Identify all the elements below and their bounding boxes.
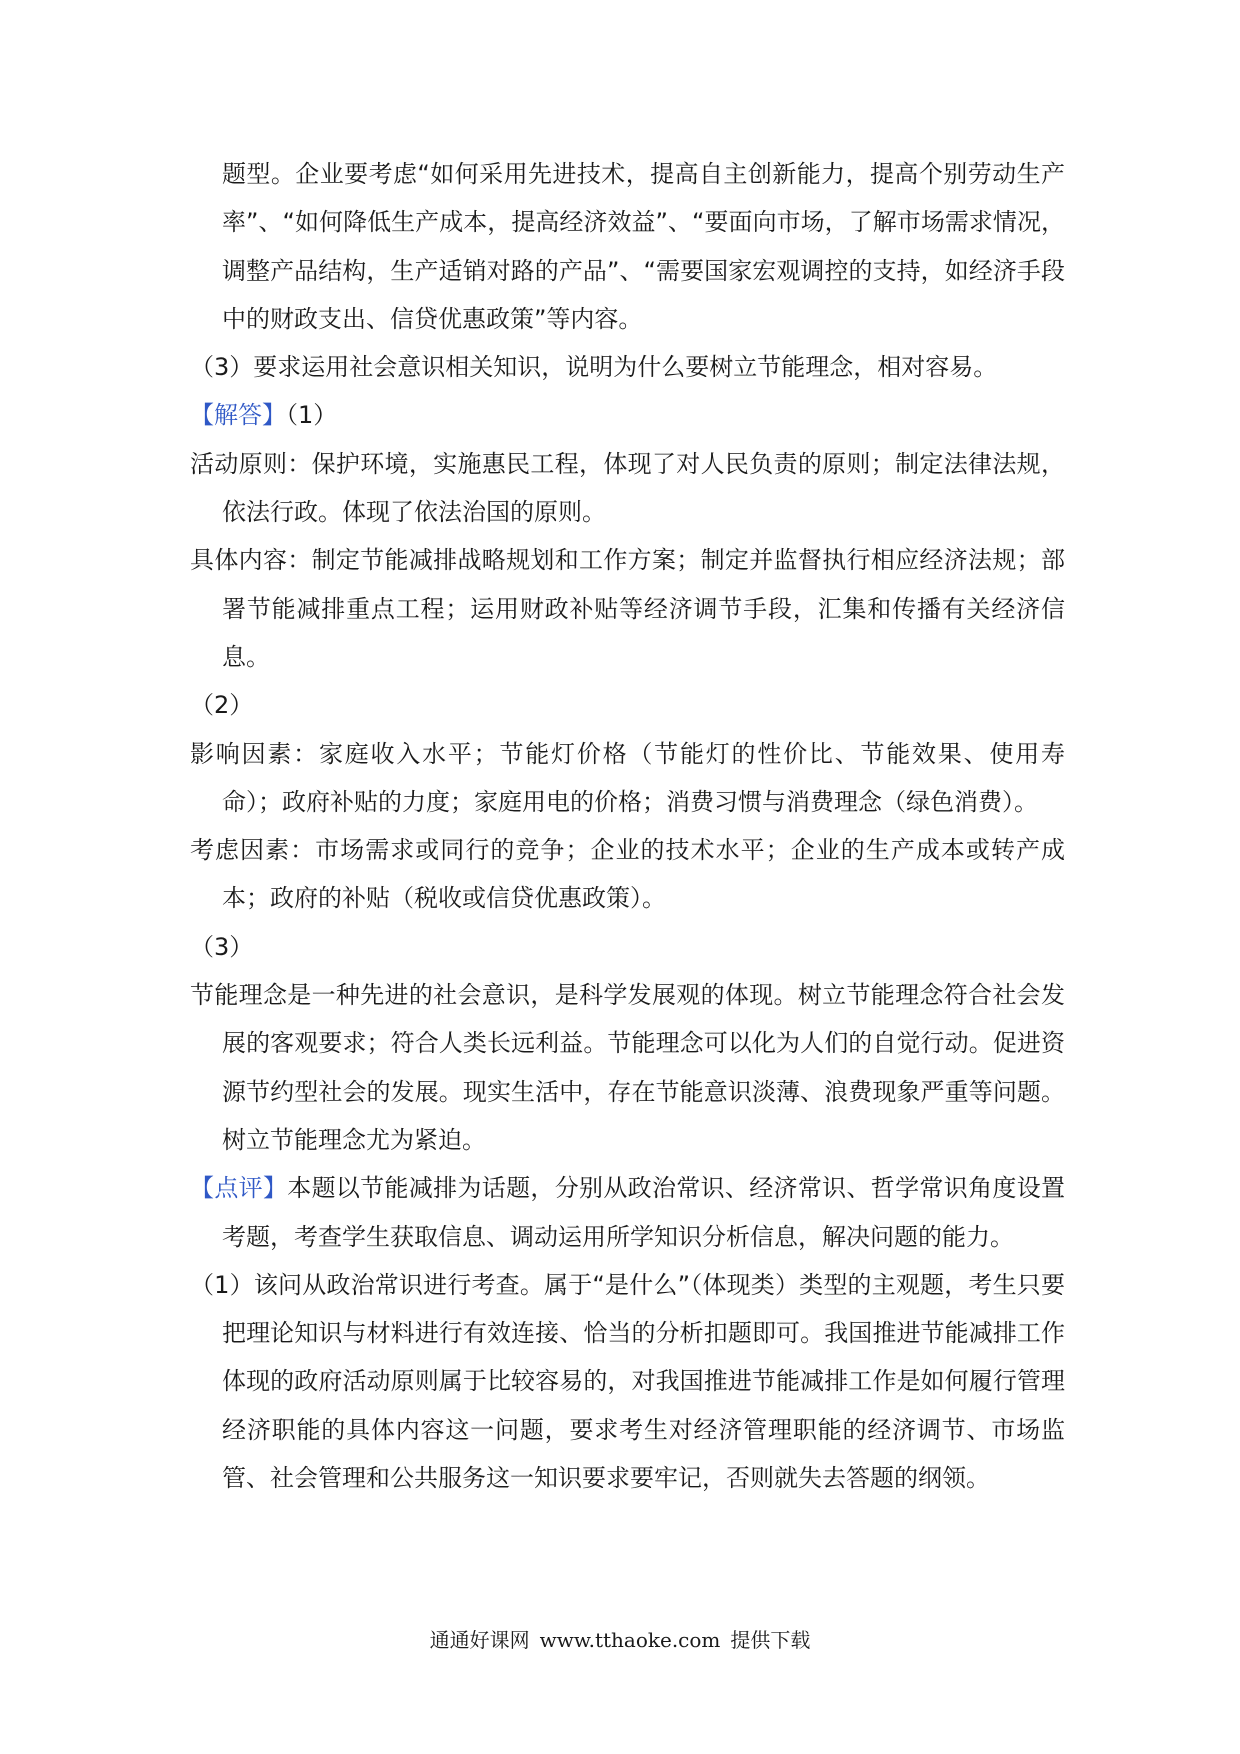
answer-tag: 【解答】 bbox=[190, 401, 286, 430]
document-body bbox=[190, 150, 1065, 1502]
paragraph-answer-heading bbox=[190, 391, 1065, 439]
footer-site-name: 通通好课网 bbox=[429, 1628, 530, 1652]
answer-part-1-label: （1） bbox=[286, 401, 338, 430]
paragraph-q3-hint: （3）要求运用社会意识相关知识，说明为什么要树立节能理念，相对容易。 bbox=[190, 353, 998, 382]
paragraph-energy-saving-concept: 节能理念是一种先进的社会意识，是科学发展观的体现。树立节能理念符合社会发展的客观要求；符合人类长远利益。节能理念可以化为人们的自觉行动。促进资源节约型社会的发展。现实生活中，存在节能意识淡薄、浪费现象严重等问题。树立节能理念尤为紧迫。 bbox=[190, 981, 1065, 1154]
paragraph-part-2-label: （2） bbox=[190, 691, 254, 720]
paragraph-influencing-factors: 影响因素：家庭收入水平；节能灯价格（节能灯的性价比、节能效果、使用寿命）；政府补贴的力度；家庭用电的价格；消费习惯与消费理念（绿色消费）。 bbox=[190, 739, 1065, 816]
paragraph-considerations: 考虑因素：市场需求或同行的竞争；企业的技术水平；企业的生产成本或转产成本；政府的补贴（税收或信贷优惠政策）。 bbox=[190, 836, 1065, 913]
commentary-text: 本题以节能减排为话题，分别从政治常识、经济常识、哲学常识角度设置考题，考查学生获取信息、调动运用所学知识分析信息，解决问题的能力。 bbox=[222, 1174, 1066, 1251]
paragraph-commentary-part-1: （1）该问从政治常识进行考查。属于“是什么”（体现类）类型的主观题，考生只要把理论知识与材料进行有效连接、恰当的分析扣题即可。我国推进节能减排工作体现的政府活动原则属于比较容易的，对我国推进节能减排工作是如何履行管理经济职能的具体内容这一问题，要求考生对经济管理职能的经济调节、市场监管、社会管理和公共服务这一知识要求要牢记，否则就失去答题的纲领。 bbox=[190, 1270, 1065, 1493]
paragraph-specific-content: 具体内容：制定节能减排战略规划和工作方案；制定并监督执行相应经济法规；部署节能减排重点工程；运用财政补贴等经济调节手段，汇集和传播有关经济信息。 bbox=[190, 546, 1065, 671]
footer-suffix: 提供下载 bbox=[730, 1628, 811, 1652]
paragraph-activity-principles: 活动原则：保护环境，实施惠民工程，体现了对人民负责的原则；制定法律法规，依法行政。体现了依法治国的原则。 bbox=[190, 449, 1065, 527]
footer-url-link[interactable]: www.tthaoke.com bbox=[539, 1628, 721, 1652]
paragraph-part-3-label: （3） bbox=[190, 932, 254, 961]
paragraph-commentary bbox=[190, 1164, 1065, 1261]
page-footer bbox=[0, 1626, 1240, 1654]
commentary-tag: 【点评】 bbox=[190, 1174, 288, 1203]
paragraph-question-type-continuation: 题型。企业要考虑“如何采用先进技术，提高自主创新能力，提高个别劳动生产率”、“如何降低生产成本，提高经济效益”、“要面向市场，了解市场需求情况，调整产品结构，生产适销对路的产品”、“需要国家宏观调控的支持，如经济手段中的财政支出、信贷优惠政策”等内容。 bbox=[222, 160, 1065, 333]
